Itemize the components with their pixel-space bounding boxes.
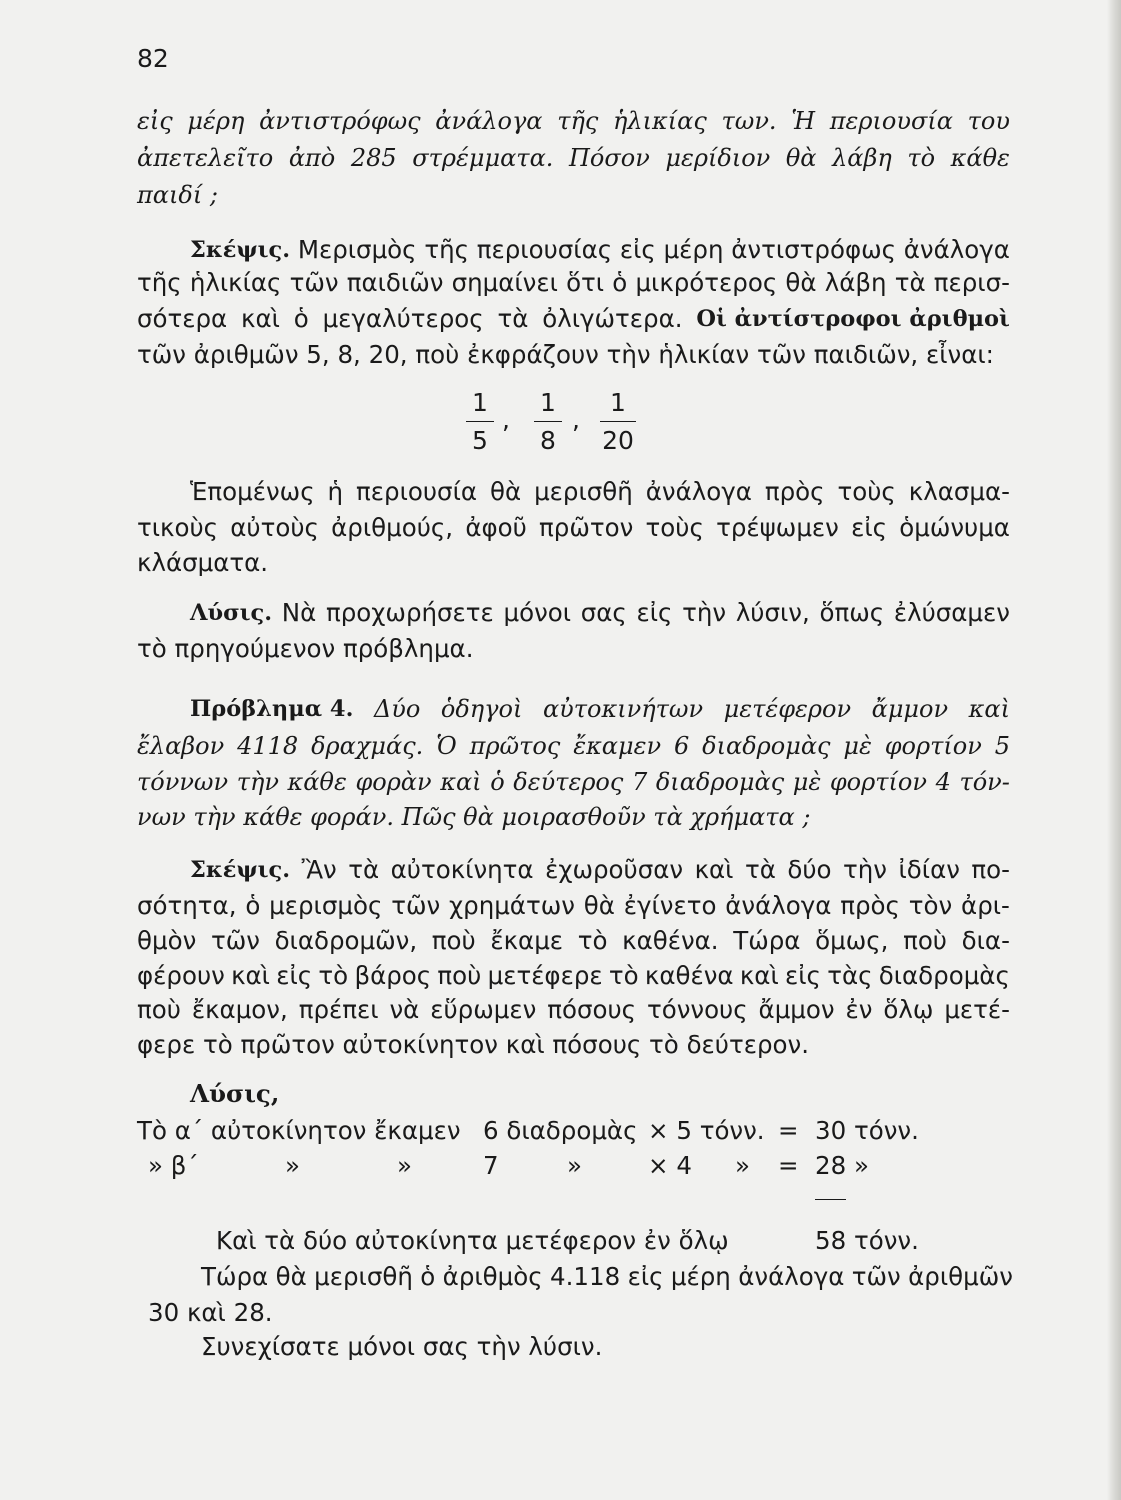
word: ἀριθμῶν [908, 1262, 1013, 1291]
epomenos-line-2 [137, 513, 1010, 543]
word: κλασμα- [908, 477, 1010, 506]
word: τὸν [908, 891, 953, 920]
word: τοὺς [837, 477, 896, 506]
word: μετέφερον [723, 695, 852, 723]
word: μετέφερε [487, 961, 603, 990]
word: καὶ [231, 961, 270, 990]
word: Πόσον [568, 144, 650, 172]
word: εὕρωμεν [430, 995, 537, 1024]
word: εἰς [636, 598, 673, 627]
word: ἀρι- [961, 891, 1010, 920]
lysis1-heading: Λύσις. [190, 600, 273, 626]
word: Ὁ [436, 732, 457, 760]
word: μὲ [843, 732, 872, 760]
skepsis1-line-3 [137, 304, 1010, 334]
problem4-line-1 [190, 694, 1010, 724]
calc-row2-trips: 7 [483, 1151, 499, 1180]
word: μὲ [792, 768, 822, 796]
fraction-bar [466, 421, 494, 422]
fraction-numerator: 1 [540, 388, 556, 417]
word: Ἡ [791, 107, 816, 135]
continue-line: Συνεχίσατε μόνοι σας τὴν λύσιν. [201, 1332, 603, 1361]
word: πόσους [547, 995, 637, 1024]
word: διαδρομὰς [878, 961, 1010, 990]
calc-row2-times: × 4 [648, 1151, 692, 1180]
calc-row1-label: Τὸ α΄ αὐτοκίνητον ἔκαμεν [137, 1116, 461, 1145]
word: καὶ [739, 961, 779, 990]
calc-row2-equals: = [778, 1151, 799, 1180]
word: τὸ [608, 961, 639, 990]
word: λάβη [832, 144, 892, 172]
fraction-one-twentieth [600, 388, 636, 456]
word: θμὸν [137, 926, 197, 955]
word: ὁ [420, 1262, 436, 1291]
word: 4 [935, 768, 951, 796]
word: των. [721, 107, 777, 135]
skepsis2-line-4 [137, 961, 1010, 991]
word: Τώρα [733, 926, 801, 955]
skepsis2-line-3 [137, 926, 1010, 956]
word: τοὺς [645, 513, 704, 542]
word: ἀντιστρόφως [259, 107, 421, 135]
word: τρέψωμεν [716, 513, 839, 542]
skepsis1-line-2 [137, 268, 1010, 298]
word: καθένα [644, 961, 734, 990]
word: τὴν [236, 768, 279, 796]
problem4-line-2 [137, 731, 1010, 761]
reciprocal-numbers-bold: Οἱ ἀντίστροφοι ἀριθμοὶ [696, 306, 1010, 332]
calc-row2-ditto: » [567, 1151, 582, 1180]
word: αὐτοὺς [230, 513, 319, 542]
word: ἀνάλογα [738, 1262, 845, 1291]
word: πο- [971, 855, 1010, 884]
word: σημαίνει [451, 268, 558, 297]
word: τόννους [646, 995, 748, 1024]
skepsis2-line-5 [137, 995, 1010, 1025]
skepsis2-line-1 [190, 855, 1010, 885]
word: ἔκαμεν [573, 732, 662, 760]
word: διαδρομὰς [655, 768, 785, 796]
word: καὶ [440, 768, 482, 796]
word: Τώρα [201, 1262, 269, 1291]
word: ἀνάλογα [725, 891, 832, 920]
word: θὰ [583, 891, 615, 920]
fraction-bar [600, 421, 636, 422]
fraction-comma: , [502, 405, 510, 434]
word: ἀντιστρόφως [731, 235, 897, 264]
problem4-heading: Πρόβλημα 4. [190, 696, 354, 722]
epomenos-line-1 [190, 477, 1010, 507]
word: πρὸς [840, 891, 900, 920]
intro-line-3: παιδί ; [137, 181, 218, 209]
word: τὰ [894, 268, 926, 297]
word: ἔκαμον, [191, 995, 288, 1024]
lysis2-heading: Λύσις, [190, 1079, 280, 1108]
word: ὁμώνυμα [899, 513, 1010, 542]
word: ἄμμον [871, 695, 949, 723]
word: προχωρήσετε [325, 598, 494, 627]
word: φορὰν [355, 768, 432, 796]
word: μέρη [187, 107, 245, 135]
word: ποὺ [431, 926, 476, 955]
word: ἐν [845, 995, 873, 1024]
word: ἐχωροῦσαν [545, 855, 684, 884]
lysis1-line-1 [190, 598, 1010, 628]
word: Ἂν [301, 855, 337, 884]
word: ἀνάλογα [645, 477, 752, 506]
word: ἰδίαν [898, 855, 960, 884]
word: τὸ [577, 926, 608, 955]
word: ἀπετελεῖτο [137, 144, 274, 172]
calc-row2-ditto: » [397, 1151, 412, 1180]
word: 5 [994, 732, 1010, 760]
word: μερισθῆ [534, 477, 633, 506]
word: πρέπει [298, 995, 379, 1024]
calc-row2-ditto-label: » β΄ [148, 1151, 199, 1180]
word: κάθε [950, 144, 1010, 172]
fraction-denominator: 20 [602, 426, 634, 455]
calc-row2-ditto: » [735, 1151, 750, 1180]
word: μερίδιον [665, 144, 771, 172]
word: ἐγίνετο [623, 891, 717, 920]
word: ἡλικίας [613, 107, 707, 135]
word: περιουσίας [476, 235, 613, 264]
word: λύσιν, [735, 598, 810, 627]
word: σας [580, 598, 627, 627]
fraction-numerator: 1 [610, 388, 626, 417]
word: 285 [350, 144, 397, 172]
epomenos-line-3: κλάσματα. [137, 548, 269, 577]
word: ἀριθμούς, [331, 513, 454, 542]
word: μεγαλύτερος [322, 304, 484, 333]
word: 7 [631, 768, 648, 796]
word: φορτίον [884, 732, 982, 760]
page-edge-shadow [1107, 0, 1121, 1500]
word: τόννων [137, 768, 229, 796]
skepsis1-heading: Σκέψις. [190, 237, 291, 263]
total-value: 58 τόνν. [815, 1226, 919, 1255]
word: τῆς [424, 235, 469, 264]
calc-row2-ditto: » [285, 1151, 300, 1180]
word: ἡλικίας [189, 268, 282, 297]
word: ὁδηγοὶ [440, 695, 523, 723]
word: δραχμάς. [311, 732, 424, 760]
skepsis2-heading: Σκέψις. [190, 857, 291, 883]
fraction-denominator: 5 [472, 426, 488, 455]
word: αὐτοκινήτων [542, 695, 704, 723]
word: ὅπως [819, 598, 885, 627]
word: 4118 [237, 732, 299, 760]
word: περιουσία [356, 477, 478, 506]
fraction-comma: , [572, 405, 580, 434]
word: ἀριθμὸς [442, 1262, 543, 1291]
fraction-denominator: 8 [540, 426, 556, 455]
calc-row1-result: 30 τόνν. [815, 1116, 919, 1145]
intro-line-2 [137, 143, 1010, 173]
word: ἔκαμε [490, 926, 564, 955]
word: Ἑπομένως [190, 477, 315, 506]
word: παιδιῶν [346, 268, 444, 297]
word: πρὸς [764, 477, 825, 506]
word: μετέ- [944, 995, 1010, 1024]
word: σότερα [137, 304, 228, 333]
word: εἰς [785, 961, 821, 990]
word: ἄμμον [758, 995, 835, 1024]
intro-line-1 [137, 106, 1010, 136]
word: ὅλῳ [883, 995, 934, 1024]
word: εἰς [137, 107, 173, 135]
word: φορτίον [829, 768, 927, 796]
word: δύο [787, 855, 832, 884]
word: ἀφοῦ [465, 513, 527, 542]
fraction-bar [534, 421, 562, 422]
word: πρῶτον [539, 513, 634, 542]
word: ὁ [612, 268, 628, 297]
word: τικοὺς [137, 513, 219, 542]
word: κάθε [287, 768, 347, 796]
word: χρημάτων [448, 891, 575, 920]
word: ἐλύσαμεν [893, 598, 1010, 627]
word: εἰς [627, 1262, 664, 1291]
sum-rule [815, 1199, 846, 1200]
word: ὅτι [566, 268, 605, 297]
word: ἡ [327, 477, 344, 506]
word: ὁ [245, 891, 261, 920]
word: αὐτοκίνητα [390, 855, 534, 884]
word: τὰ [744, 855, 776, 884]
skepsis1-line-4: τῶν ἀριθμῶν 5, 8, 20, ποὺ ἐκφράζουν τὴν ἡλικίαν τῶν παιδιῶν, εἶναι: [137, 340, 994, 369]
word: 6 [673, 732, 690, 760]
word: ἀπὸ [288, 144, 336, 172]
word: τὰς [827, 961, 873, 990]
word: ὁ [293, 304, 309, 333]
calc-row1-times: × 5 τόνν. [648, 1116, 765, 1145]
word: μέρη [670, 1262, 731, 1291]
word: καὶ [241, 304, 280, 333]
word: εἰς [276, 961, 313, 990]
word: νὰ [389, 995, 420, 1024]
word: ἀνάλογα [903, 235, 1010, 264]
word: εἰς [619, 235, 656, 264]
word: ἀνάλογα [435, 107, 543, 135]
fraction-one-fifth [466, 388, 494, 456]
word: 4.118 [550, 1262, 621, 1291]
word: εἰς [851, 513, 888, 542]
calc-row1-equals: = [778, 1116, 799, 1145]
skepsis2-line-6: φερε τὸ πρῶτον αὐτοκίνητον καὶ πόσους τὸ δεύτερον. [137, 1030, 809, 1059]
word: του [967, 107, 1010, 135]
word: φέρουν [137, 961, 225, 990]
word: ποὺ [137, 995, 181, 1024]
word: περισ- [933, 268, 1010, 297]
word: διαδρομῶν, [274, 926, 418, 955]
word: ποὺ [903, 926, 947, 955]
word: τὸ [318, 961, 349, 990]
word: ὅμως, [815, 926, 889, 955]
word: Νὰ [281, 598, 317, 627]
word: θὰ [489, 477, 522, 506]
problem4-line-3 [137, 767, 1010, 797]
word: πρῶτος [469, 732, 561, 760]
page-number: 82 [137, 44, 169, 73]
word: μερισθῆ [314, 1262, 413, 1291]
word: ὁ [490, 768, 505, 796]
word: δεύτερος [513, 768, 624, 796]
word: ποὺ [437, 961, 482, 990]
word: Δύο [373, 695, 421, 723]
lysis1-line-2: τὸ πρηγούμενον πρόβλημα. [137, 634, 474, 663]
word: καὶ [694, 855, 734, 884]
word: στρέμματα. [412, 144, 554, 172]
word: τῆς [137, 268, 182, 297]
word: καὶ [968, 695, 1010, 723]
word: τόν- [959, 768, 1010, 796]
skepsis2-line-2 [137, 891, 1010, 921]
skepsis1-line-1 [190, 235, 1010, 265]
fraction-numerator: 1 [472, 388, 488, 417]
word: διαδρομὰς [702, 732, 831, 760]
word: τῶν [210, 926, 260, 955]
word: δια- [961, 926, 1010, 955]
fraction-one-eighth [534, 388, 562, 456]
word: καθένα. [622, 926, 719, 955]
word: τὴν [843, 855, 887, 884]
word: θὰ [785, 268, 817, 297]
word: τὴν [682, 598, 727, 627]
word: μικρότερος [635, 268, 778, 297]
total-label: Καὶ τὰ δύο αὐτοκίνητα μετέφερον ἐν ὅλῳ [216, 1226, 729, 1255]
word: τὰ [497, 304, 529, 333]
word: τῶν [391, 891, 441, 920]
final-line-1 [201, 1262, 1013, 1292]
word: τῶν [851, 1262, 901, 1291]
word: τὸ [907, 144, 936, 172]
word: μόνοι [503, 598, 572, 627]
word: θὰ [785, 144, 817, 172]
word: Μερισμὸς [297, 235, 417, 264]
word: περιουσία [829, 107, 953, 135]
calc-row1-trips: 6 διαδρομὰς [483, 1116, 638, 1145]
word: τῶν [289, 268, 339, 297]
word: ἔλαβον [137, 732, 225, 760]
word: μερισμὸς [269, 891, 383, 920]
word: μέρη [663, 235, 724, 264]
word: τῆς [557, 107, 599, 135]
word: ὀλιγώτερα. [542, 304, 683, 333]
calc-row2-result: 28 » [815, 1151, 869, 1180]
word: λάβη [824, 268, 887, 297]
word: τὰ [348, 855, 380, 884]
problem4-line-4: νων τὴν κάθε φοράν. Πῶς θὰ μοιρασθοῦν τὰ χρήματα ; [137, 803, 811, 831]
final-line-2: 30 καὶ 28. [148, 1298, 273, 1327]
word: βάρος [354, 961, 432, 990]
word: σότητα, [137, 891, 237, 920]
word: θὰ [275, 1262, 307, 1291]
